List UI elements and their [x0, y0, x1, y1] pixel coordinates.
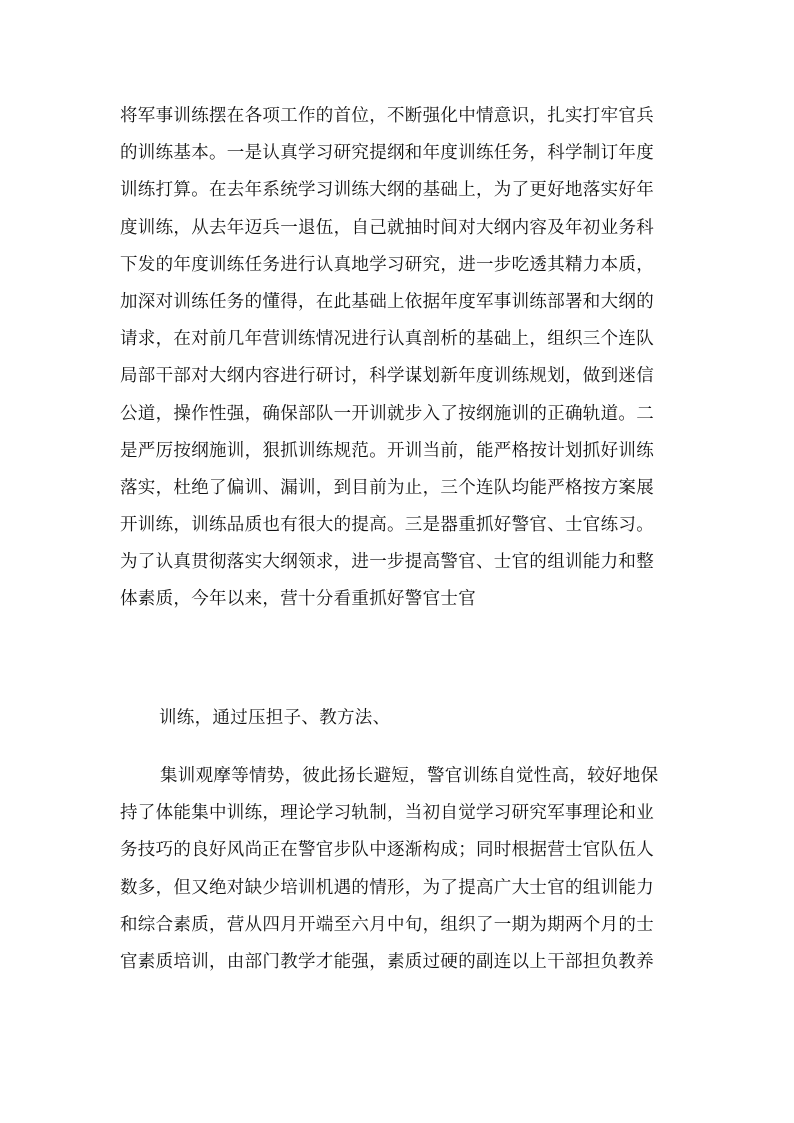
text-line: 数多，但又绝对缺少培训机遇的情形，为了提高广大士官的组训能力 — [120, 877, 654, 898]
text-line: 体素质，今年以来，营十分看重抓好警官士官 — [120, 589, 476, 610]
text-line: 是严厉按纲施训，狠抓训练规范。开训当前，能严格按计划抓好训练 — [120, 440, 654, 461]
text-line: 请求，在对前几年营训练情况进行认真剖析的基础上，组织三个连队 — [120, 329, 654, 350]
text-line: 度训练，从去年迈兵一退伍，自己就抽时间对大纲内容及年初业务科 — [120, 217, 654, 238]
text-line: 公道，操作性强，确保部队一开训就步入了按纲施训的正确轨道。二 — [120, 403, 654, 424]
text-line: 官素质培训，由部门教学才能强，素质过硬的副连以上干部担负教养 — [120, 951, 654, 972]
text-line: 训练打算。在去年系统学习训练大纲的基础上，为了更好地落实好年 — [120, 180, 654, 201]
text-line: 持了体能集中训练，理论学习轨制，当初自觉学习研究军事理论和业 — [120, 803, 654, 824]
paragraph-2 — [159, 700, 719, 737]
text-line: 落实，杜绝了偏训、漏训，到目前为止，三个连队均能严格按方案展 — [120, 477, 654, 498]
text-line: 将军事训练摆在各项工作的首位，不断强化中情意识，扎实打牢官兵 — [120, 106, 654, 126]
text-line: 和综合素质，营从四月开端至六月中旬，组织了一期为期两个月的士 — [120, 914, 654, 935]
text-line: 为了认真贯彻落实大纲领求，进一步提高警官、士官的组训能力和整 — [120, 552, 654, 573]
text-line: 开训练，训练品质也有很大的提高。三是器重抓好警官、士官练习。 — [120, 515, 654, 536]
text-line: 务技巧的良好风尚正在警官步队中逐渐构成；同时根据营士官队伍人 — [120, 840, 654, 861]
paragraph-1 — [120, 98, 680, 619]
text-line: 加深对训练任务的懂得，在此基础上依据年度军事训练部署和大纲的 — [120, 291, 654, 312]
text-line: 局部干部对大纲内容进行研讨，科学谋划新年度训练规划，做到迷信 — [120, 366, 654, 387]
text-line: 集训观摩等情势，彼此扬长避短，警官训练自觉性高，较好地保 — [160, 766, 659, 786]
text-line: 训练，通过压担子、教方法、 — [159, 708, 391, 728]
text-line: 的训练基本。一是认真学习研究提纲和年度训练任务，科学制订年度 — [120, 143, 654, 164]
paragraph-3 — [120, 758, 680, 981]
text-line: 下发的年度训练任务进行认真地学习研究，进一步吃透其精力本质， — [120, 254, 654, 275]
